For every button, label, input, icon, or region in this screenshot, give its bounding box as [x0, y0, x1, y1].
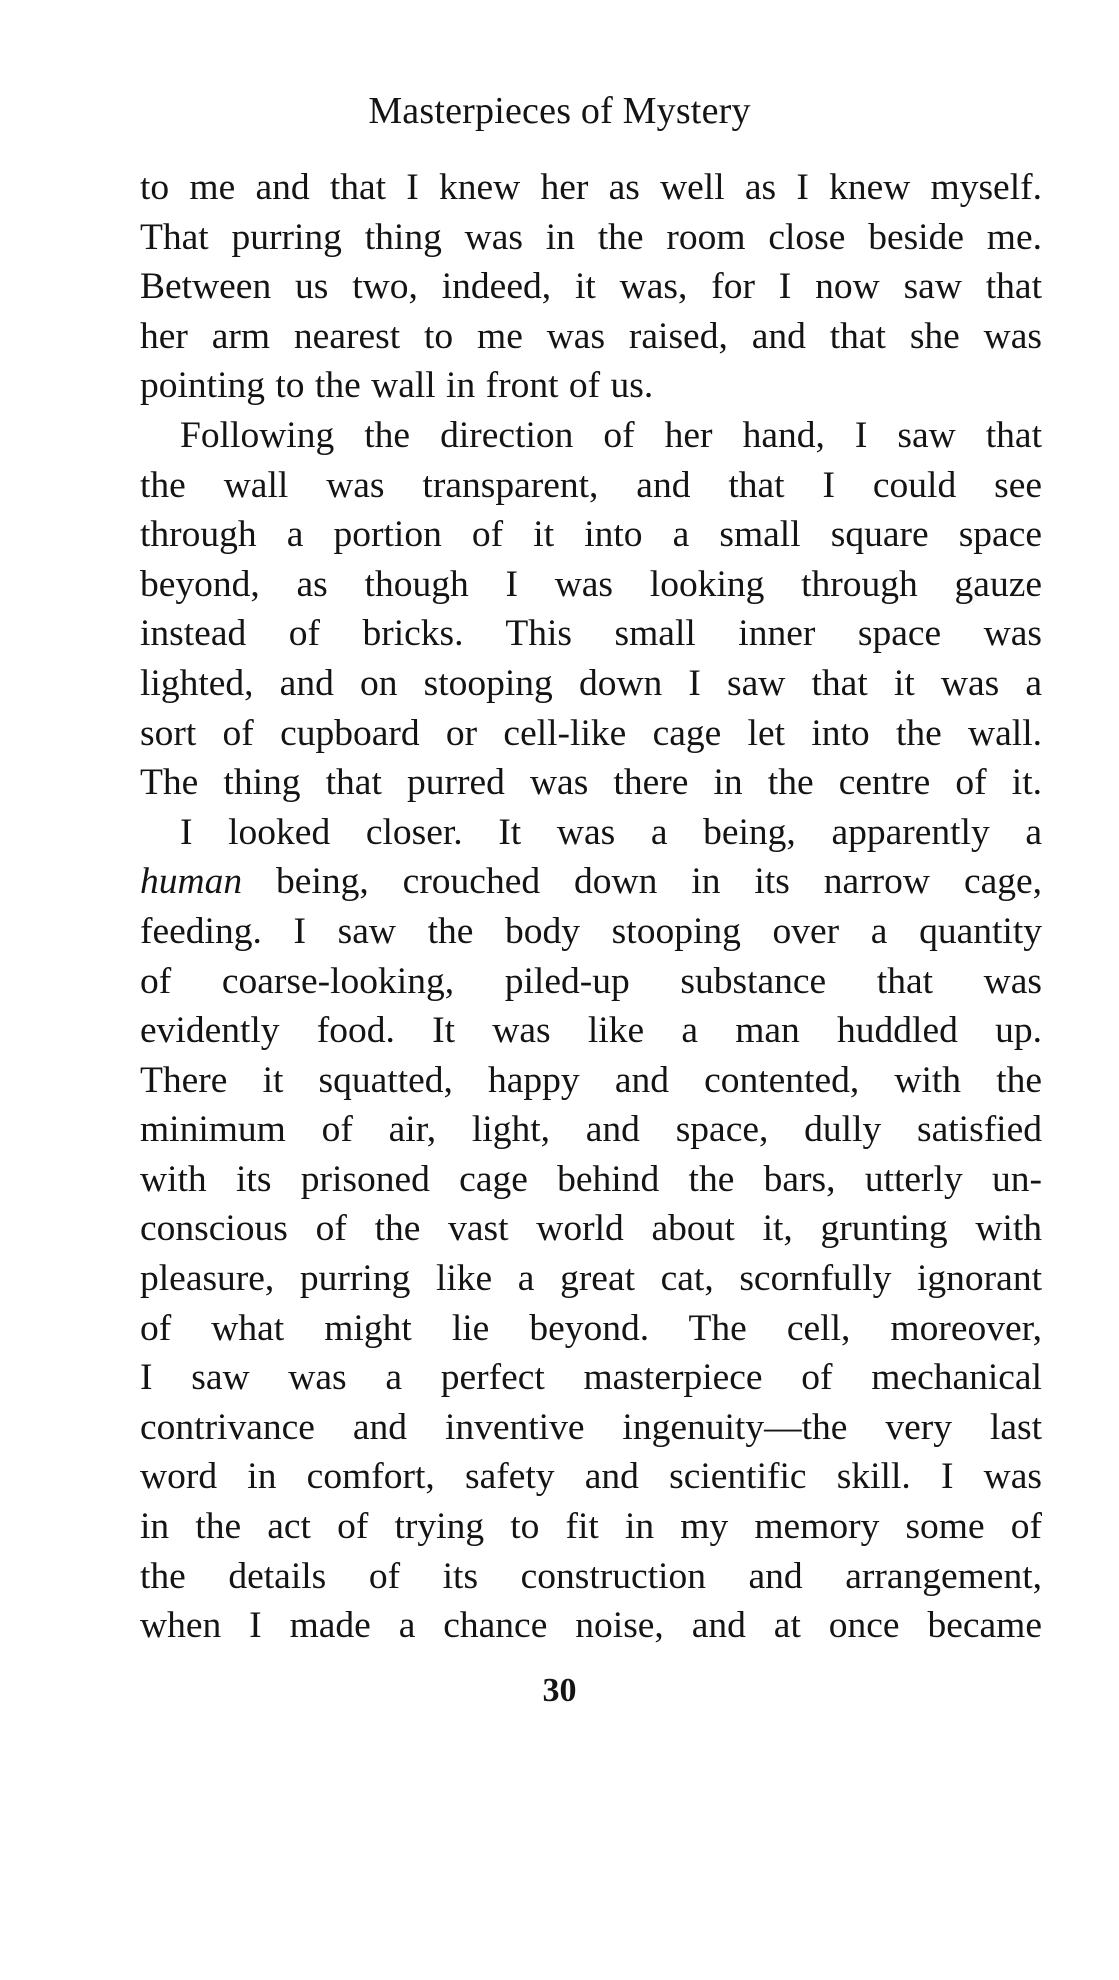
- text-line: pleasure, purring like a great cat, scornfully ignorant: [140, 1258, 1042, 1300]
- text-line: when I made a chance noise, and at once became: [140, 1605, 1042, 1647]
- text-line: the details of its construction and arrangement,: [140, 1555, 1042, 1597]
- paragraph: [140, 411, 1042, 808]
- body-text: [140, 163, 1042, 1651]
- text-line-rest: being, crouched down in its narrow cage,: [276, 861, 1042, 903]
- text-line: sort of cupboard or cell-like cage let into the wall.: [140, 712, 1042, 754]
- text-line: with its prisoned cage behind the bars, utterly un-: [140, 1158, 1042, 1200]
- text-line: evidently food. It was like a man huddled up.: [140, 1010, 1042, 1052]
- text-line: conscious of the vast world about it, grunting with: [140, 1208, 1042, 1250]
- text-line: in the act of trying to fit in my memory some of: [140, 1506, 1042, 1548]
- text-line: feeding. I saw the body stooping over a quantity: [140, 910, 1042, 952]
- text-line: through a portion of it into a small square space: [140, 514, 1042, 556]
- text-line: pointing to the wall in front of us.: [140, 365, 654, 407]
- text-line: That purring thing was in the room close beside me.: [140, 216, 1042, 258]
- text-line: Following the direction of her hand, I saw that: [180, 414, 1042, 456]
- text-line: minimum of air, light, and space, dully satisfied: [140, 1109, 1042, 1151]
- text-line: of coarse-looking, piled-up substance that was: [140, 960, 1042, 1002]
- text-line: I saw was a perfect masterpiece of mechanical: [140, 1357, 1042, 1399]
- text-line-with-italic: [140, 857, 1042, 907]
- text-line: beyond, as though I was looking through gauze: [140, 563, 1042, 605]
- text-line: to me and that I knew her as well as I knew myself.: [140, 167, 1042, 208]
- text-line: her arm nearest to me was raised, and that she was: [140, 315, 1042, 357]
- text-line: of what might lie beyond. The cell, moreover,: [140, 1307, 1042, 1349]
- text-line: contrivance and inventive ingenuity—the very last: [140, 1406, 1042, 1448]
- text-line: instead of bricks. This small inner space was: [140, 613, 1042, 655]
- italic-word: human: [140, 861, 243, 903]
- running-head: Masterpieces of Mystery: [368, 90, 751, 132]
- text-line: Between us two, indeed, it was, for I now saw that: [140, 266, 1042, 308]
- page-number: 30: [542, 1672, 577, 1709]
- text-line: word in comfort, safety and scientific skill. I was: [140, 1456, 1042, 1498]
- text-line: lighted, and on stooping down I saw that it was a: [140, 662, 1042, 704]
- text-line: There it squatted, happy and contented, with the: [140, 1059, 1042, 1101]
- text-line: the wall was transparent, and that I could see: [140, 464, 1042, 506]
- paragraph: [140, 808, 1042, 1651]
- text-line: The thing that purred was there in the centre of it.: [140, 762, 1042, 804]
- text-line: I looked closer. It was a being, apparently a: [180, 811, 1042, 853]
- paragraph: [140, 163, 1042, 411]
